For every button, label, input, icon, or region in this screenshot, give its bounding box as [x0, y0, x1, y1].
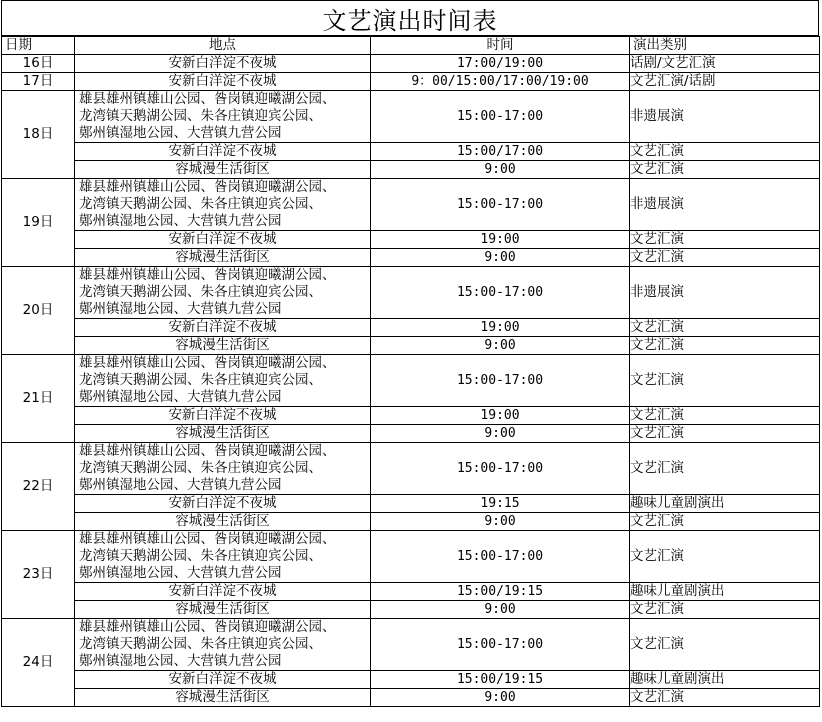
time-cell: 15:00-17:00 — [371, 443, 630, 495]
place-cell — [75, 231, 371, 249]
table-row — [2, 531, 820, 583]
place-cell — [75, 619, 371, 671]
place-cell — [75, 319, 371, 337]
place-line: 鄚州镇湿地公园、大营镇九营公园 — [79, 565, 282, 581]
table-row — [2, 249, 820, 267]
type-cell: 非遗展演 — [630, 179, 820, 231]
place-line: 雄县雄州镇雄山公园、昝岗镇迎曦湖公园、 — [79, 619, 336, 635]
place-line: 龙湾镇天鹅湖公园、朱各庄镇迎宾公园、 — [79, 284, 322, 300]
table-row — [2, 73, 820, 91]
type-cell: 文艺汇演/话剧 — [630, 73, 820, 91]
header-type: 演出类别 — [630, 37, 820, 55]
date-cell: 17日 — [2, 73, 75, 91]
type-cell: 趣味儿童剧演出 — [630, 671, 820, 689]
table-row — [2, 267, 820, 319]
schedule-table — [1, 36, 820, 707]
table-row — [2, 671, 820, 689]
table-row — [2, 495, 820, 513]
table-row — [2, 407, 820, 425]
date-cell: 20日 — [2, 267, 75, 355]
place-line: 雄县雄州镇雄山公园、昝岗镇迎曦湖公园、 — [79, 179, 336, 195]
type-cell: 非遗展演 — [630, 267, 820, 319]
type-cell: 文艺汇演 — [630, 531, 820, 583]
time-cell: 9:00 — [371, 601, 630, 619]
place-cell — [75, 495, 371, 513]
table-row — [2, 161, 820, 179]
place-line: 鄚州镇湿地公园、大营镇九营公园 — [79, 389, 282, 405]
time-cell: 15:00-17:00 — [371, 531, 630, 583]
place-line: 龙湾镇天鹅湖公园、朱各庄镇迎宾公园、 — [79, 636, 322, 652]
place-line: 安新白洋淀不夜城 — [168, 55, 277, 71]
time-cell: 15:00-17:00 — [371, 355, 630, 407]
place-line: 容城漫生活街区 — [175, 689, 270, 705]
type-cell: 文艺汇演 — [630, 337, 820, 355]
time-cell: 19:00 — [371, 231, 630, 249]
type-cell: 话剧/文艺汇演 — [630, 55, 820, 73]
table-row — [2, 319, 820, 337]
type-cell: 趣味儿童剧演出 — [630, 495, 820, 513]
type-cell: 文艺汇演 — [630, 249, 820, 267]
time-cell: 17:00/19:00 — [371, 55, 630, 73]
table-row — [2, 619, 820, 671]
place-line: 雄县雄州镇雄山公园、昝岗镇迎曦湖公园、 — [79, 443, 336, 459]
place-cell — [75, 407, 371, 425]
table-row — [2, 601, 820, 619]
place-line: 龙湾镇天鹅湖公园、朱各庄镇迎宾公园、 — [79, 460, 322, 476]
place-cell — [75, 161, 371, 179]
place-line: 容城漫生活街区 — [175, 513, 270, 529]
table-row — [2, 689, 820, 707]
place-line: 鄚州镇湿地公园、大营镇九营公园 — [79, 477, 282, 493]
type-cell: 文艺汇演 — [630, 601, 820, 619]
place-cell — [75, 671, 371, 689]
place-line: 安新白洋淀不夜城 — [168, 231, 277, 247]
time-cell: 9:00 — [371, 337, 630, 355]
place-cell — [75, 267, 371, 319]
place-line: 容城漫生活街区 — [175, 425, 270, 441]
place-cell — [75, 601, 371, 619]
date-cell: 18日 — [2, 91, 75, 179]
place-line: 龙湾镇天鹅湖公园、朱各庄镇迎宾公园、 — [79, 548, 322, 564]
time-cell: 9:00 — [371, 513, 630, 531]
time-cell: 15:00/19:15 — [371, 671, 630, 689]
date-cell: 16日 — [2, 55, 75, 73]
place-cell — [75, 73, 371, 91]
type-cell: 文艺汇演 — [630, 161, 820, 179]
place-cell — [75, 513, 371, 531]
place-cell — [75, 355, 371, 407]
place-line: 安新白洋淀不夜城 — [168, 73, 277, 89]
place-line: 雄县雄州镇雄山公园、昝岗镇迎曦湖公园、 — [79, 91, 336, 107]
header-row — [2, 37, 820, 55]
place-line: 安新白洋淀不夜城 — [168, 583, 277, 599]
place-cell — [75, 531, 371, 583]
table-row — [2, 443, 820, 495]
place-cell — [75, 91, 371, 143]
place-line: 安新白洋淀不夜城 — [168, 495, 277, 511]
date-cell: 24日 — [2, 619, 75, 707]
time-cell: 9:00 — [371, 249, 630, 267]
place-line: 安新白洋淀不夜城 — [168, 143, 277, 159]
time-cell: 15:00-17:00 — [371, 91, 630, 143]
type-cell: 文艺汇演 — [630, 425, 820, 443]
header-time: 时间 — [371, 37, 630, 55]
type-cell: 文艺汇演 — [630, 407, 820, 425]
type-cell: 趣味儿童剧演出 — [630, 583, 820, 601]
place-cell — [75, 179, 371, 231]
page-title: 文艺演出时间表 — [1, 0, 819, 36]
place-cell — [75, 249, 371, 267]
time-cell: 9:00 — [371, 425, 630, 443]
time-cell: 9：00/15:00/17:00/19:00 — [371, 73, 630, 91]
place-cell — [75, 689, 371, 707]
time-cell: 9:00 — [371, 161, 630, 179]
place-cell — [75, 425, 371, 443]
header-date: 日期 — [2, 37, 75, 55]
place-line: 龙湾镇天鹅湖公园、朱各庄镇迎宾公园、 — [79, 372, 322, 388]
time-cell: 19:00 — [371, 407, 630, 425]
place-line: 容城漫生活街区 — [175, 337, 270, 353]
place-line: 容城漫生活街区 — [175, 249, 270, 265]
place-line: 鄚州镇湿地公园、大营镇九营公园 — [79, 125, 282, 141]
place-cell — [75, 55, 371, 73]
place-cell — [75, 337, 371, 355]
table-row — [2, 91, 820, 143]
type-cell: 文艺汇演 — [630, 443, 820, 495]
place-line: 鄚州镇湿地公园、大营镇九营公园 — [79, 653, 282, 669]
place-cell — [75, 443, 371, 495]
time-cell: 15:00-17:00 — [371, 267, 630, 319]
table-row — [2, 337, 820, 355]
place-line: 雄县雄州镇雄山公园、昝岗镇迎曦湖公园、 — [79, 267, 336, 283]
type-cell: 文艺汇演 — [630, 619, 820, 671]
place-cell — [75, 583, 371, 601]
place-line: 雄县雄州镇雄山公园、昝岗镇迎曦湖公园、 — [79, 355, 336, 371]
time-cell: 19:00 — [371, 319, 630, 337]
type-cell: 文艺汇演 — [630, 143, 820, 161]
place-line: 安新白洋淀不夜城 — [168, 319, 277, 335]
place-line: 雄县雄州镇雄山公园、昝岗镇迎曦湖公园、 — [79, 531, 336, 547]
table-row — [2, 583, 820, 601]
place-line: 龙湾镇天鹅湖公园、朱各庄镇迎宾公园、 — [79, 108, 322, 124]
table-row — [2, 231, 820, 249]
type-cell: 非遗展演 — [630, 91, 820, 143]
type-cell: 文艺汇演 — [630, 355, 820, 407]
type-cell: 文艺汇演 — [630, 689, 820, 707]
place-line: 鄚州镇湿地公园、大营镇九营公园 — [79, 301, 282, 317]
date-cell: 22日 — [2, 443, 75, 531]
place-line: 鄚州镇湿地公园、大营镇九营公园 — [79, 213, 282, 229]
table-row — [2, 513, 820, 531]
type-cell: 文艺汇演 — [630, 319, 820, 337]
table-row — [2, 55, 820, 73]
time-cell: 15:00/19:15 — [371, 583, 630, 601]
place-line: 安新白洋淀不夜城 — [168, 407, 277, 423]
type-cell: 文艺汇演 — [630, 231, 820, 249]
place-cell — [75, 143, 371, 161]
date-cell: 19日 — [2, 179, 75, 267]
place-line: 龙湾镇天鹅湖公园、朱各庄镇迎宾公园、 — [79, 196, 322, 212]
table-row — [2, 179, 820, 231]
place-line: 容城漫生活街区 — [175, 161, 270, 177]
place-line: 安新白洋淀不夜城 — [168, 671, 277, 687]
header-place: 地点 — [75, 37, 371, 55]
time-cell: 15:00-17:00 — [371, 179, 630, 231]
date-cell: 21日 — [2, 355, 75, 443]
table-row — [2, 425, 820, 443]
time-cell: 9:00 — [371, 689, 630, 707]
time-cell: 15:00/17:00 — [371, 143, 630, 161]
time-cell: 15:00-17:00 — [371, 619, 630, 671]
type-cell: 文艺汇演 — [630, 513, 820, 531]
table-row — [2, 355, 820, 407]
time-cell: 19:15 — [371, 495, 630, 513]
date-cell: 23日 — [2, 531, 75, 619]
table-row — [2, 143, 820, 161]
place-line: 容城漫生活街区 — [175, 601, 270, 617]
